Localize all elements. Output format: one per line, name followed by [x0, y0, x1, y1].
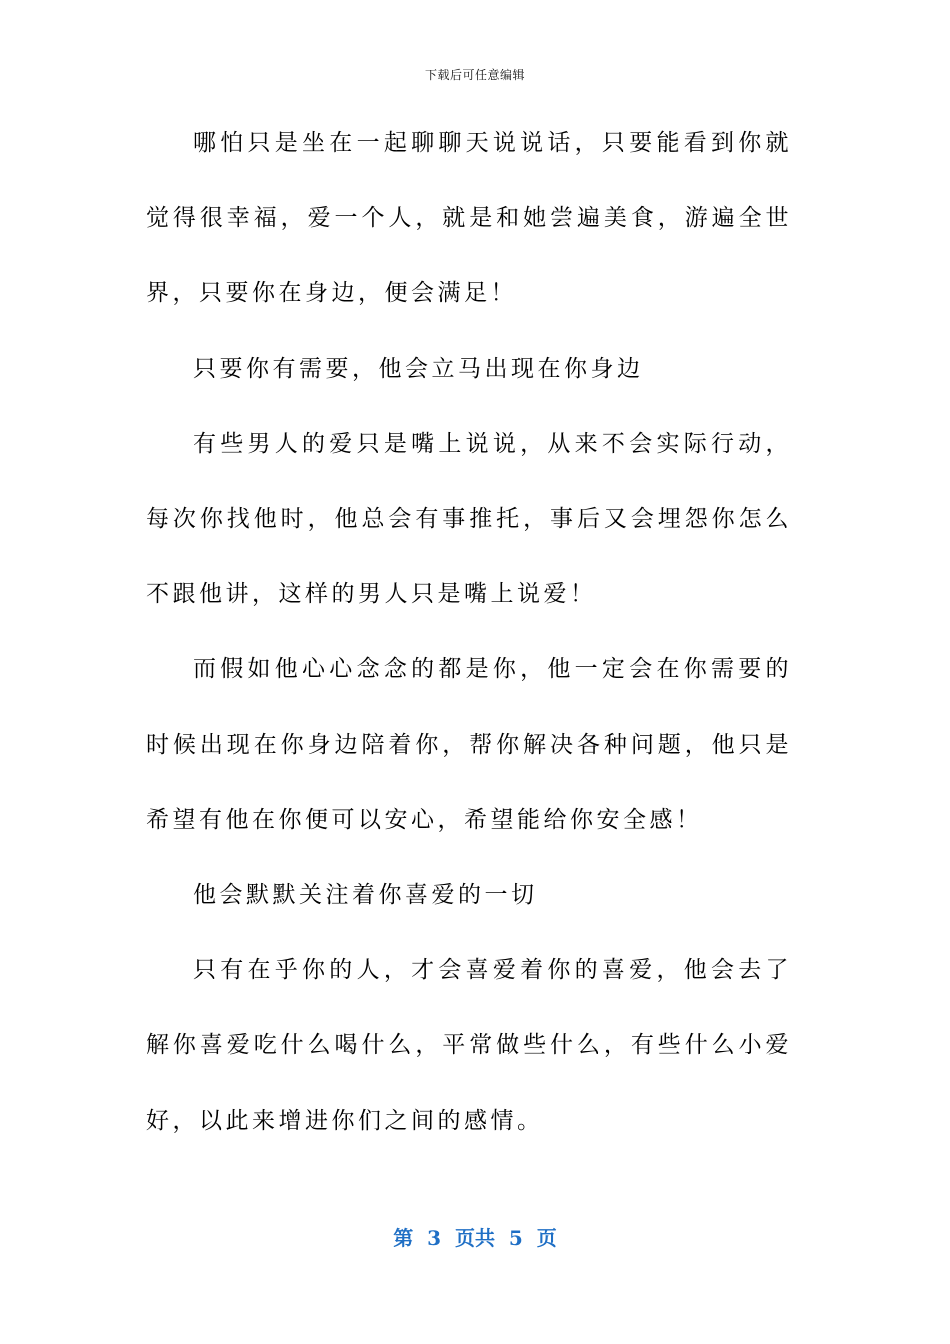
header-note: 下载后可任意编辑	[424, 68, 525, 82]
paragraph-5-subheading: 他会默默关注着你喜爱的一切	[193, 882, 538, 909]
paragraph-1: 哪怕只是坐在一起聊聊天说说话，只要能看到你就觉得很幸福，爱一个人，就是和她尝遍美食，游遍全世界，只要你在身边，便会满足！	[146, 130, 792, 307]
document-body	[146, 106, 792, 1159]
paragraph-6: 只有在乎你的人，才会喜爱着你的喜爱，他会去了解你喜爱吃什么喝什么，平常做些什么，有些什么小爱好，以此来增进你们之间的感情。	[146, 957, 792, 1134]
paragraph-3: 有些男人的爱只是嘴上说说，从来不会实际行动，每次你找他时，他总会有事推托，事后又会埋怨你怎么不跟他讲，这样的男人只是嘴上说爱！	[146, 430, 792, 608]
page-number-footer: 第 3 页共 5 页	[393, 1226, 557, 1250]
paragraph-2-subheading: 只要你有需要，他会立马出现在你身边	[193, 355, 644, 382]
paragraph-4: 而假如他心心念念的都是你，他一定会在你需要的时候出现在你身边陪着你，帮你解决各种问题，他只是希望有他在你便可以安心，希望能给你安全感！	[146, 656, 792, 833]
